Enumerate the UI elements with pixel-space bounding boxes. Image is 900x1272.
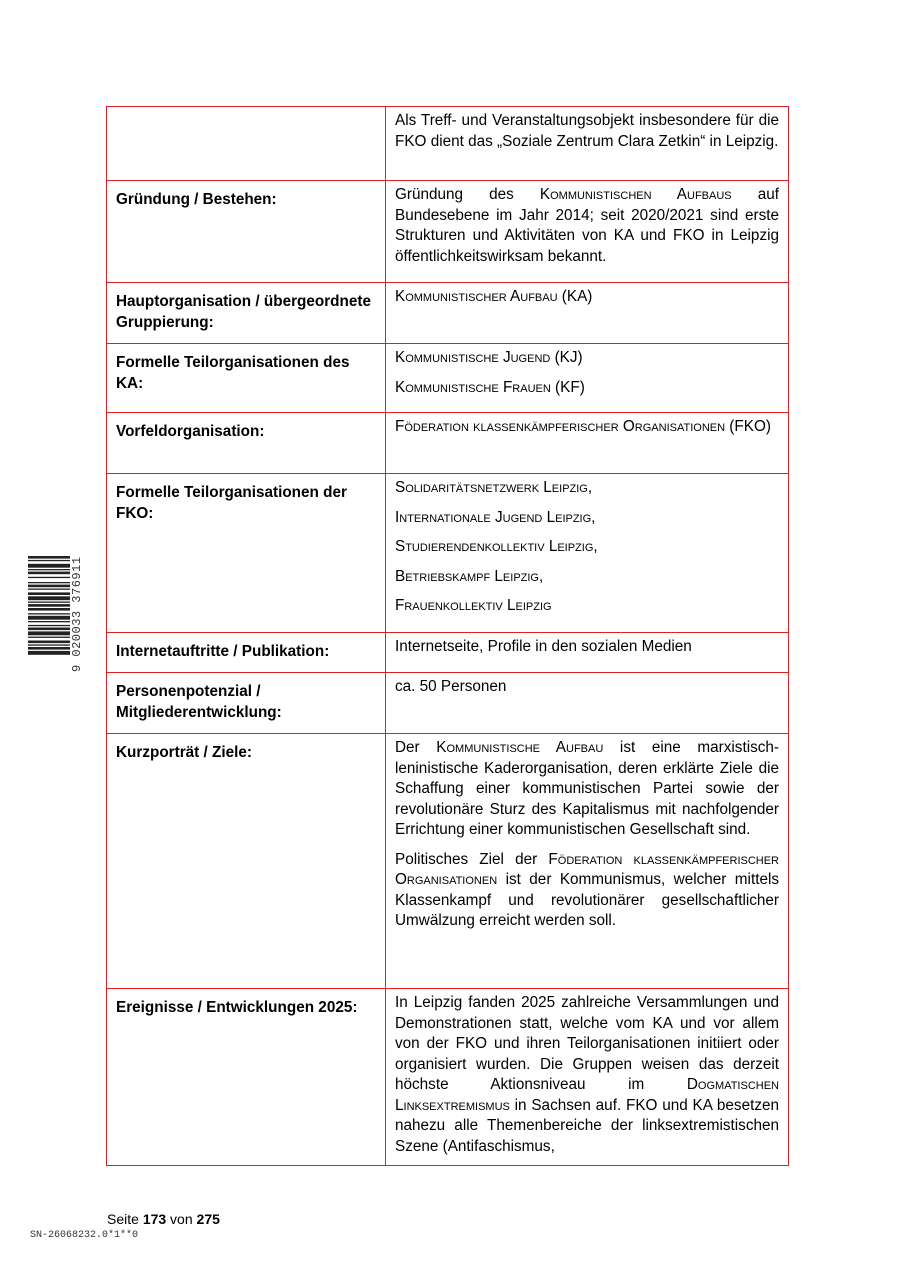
table-row xyxy=(107,181,789,283)
page-footer: Seite 173 von 275 xyxy=(107,1211,220,1227)
row-label: Ereignisse / Entwicklungen 2025: xyxy=(107,989,386,1166)
list-item: Internationale Jugend Leipzig, xyxy=(395,508,596,526)
row-value: Als Treff- und Veranstaltungsobjekt insbesondere für die FKO dient das „Soziale Zentrum Clara Zetkin“ in Leipzig. xyxy=(386,107,789,181)
row-label: Kurzporträt / Ziele: xyxy=(107,734,386,989)
table-row xyxy=(107,107,789,181)
row-label: Internetauftritte / Publikation: xyxy=(107,633,386,673)
list-item: Kommunistische Frauen (KF) xyxy=(395,378,585,396)
row-label: Formelle Teilorganisationen der FKO: xyxy=(107,474,386,633)
row-value: In Leipzig fanden 2025 zahlreiche Versammlungen und Demonstrationen statt, welche vom KA und vor allem von der FKO und ihren Teilorganisationen initiiert oder organisiert wurden. Die Gruppen weisen das derzeit höchste Aktionsniveau im Dogmatischen Linksextremismus in Sachsen auf. FKO und KA besetzen nahezu alle Themenbereiche der linksextremistischen Szene (Antifaschismus, xyxy=(386,989,789,1166)
list-item: Betriebskampf Leipzig, xyxy=(395,567,544,585)
table-row xyxy=(107,633,789,673)
table-row xyxy=(107,673,789,734)
barcode-icon xyxy=(28,556,70,706)
barcode-image xyxy=(28,556,70,706)
row-value xyxy=(386,344,789,413)
list-item: Kommunistische Jugend (KJ) xyxy=(395,349,583,366)
row-label: Personenpotenzial / Mitgliederentwicklung: xyxy=(107,673,386,734)
row-value: ca. 50 Personen xyxy=(386,673,789,734)
row-label: Gründung / Bestehen: xyxy=(107,181,386,283)
paragraph: Der Kommunistische Aufbau ist eine marxistisch-leninistische Kaderorganisation, deren erklärte Ziele die Schaffung einer kommunistischen Partei sowie der revolutionäre Sturz des Kapitalismus mit nachfolgender Errichtung einer kommunistischen Gesellschaft sind. xyxy=(395,739,779,838)
table-row xyxy=(107,474,789,633)
table-row xyxy=(107,989,789,1166)
row-value xyxy=(386,734,789,989)
table-row xyxy=(107,413,789,474)
document-code: SN-26068232.0*1**0 xyxy=(30,1230,139,1241)
row-label: Formelle Teilorganisationen des KA: xyxy=(107,344,386,413)
row-label: Vorfeldorganisation: xyxy=(107,413,386,474)
row-label xyxy=(107,107,386,181)
list-item: Studierendenkollektiv Leipzig, xyxy=(395,538,598,555)
table-row xyxy=(107,283,789,344)
profile-table xyxy=(106,106,789,1166)
list-item: Solidaritätsnetzwerk Leipzig, xyxy=(395,479,593,496)
paragraph: Politisches Ziel der Föderation klassenkämpferischer Organisationen ist der Kommunismus, welcher mittels Klassenkampf und revolutionärer gesellschaftlicher Umwälzung erreicht werden soll. xyxy=(395,850,780,929)
list-item: Frauenkollektiv Leipzig xyxy=(395,597,552,614)
row-value: Föderation klassenkämpferischer Organisationen (FKO) xyxy=(386,413,789,474)
table-row xyxy=(107,734,789,989)
row-value: Gründung des Kommunistischen Aufbaus auf Bundesebene im Jahr 2014; seit 2020/2021 sind erste Strukturen und Aktivitäten von KA und FKO in Leipzig öffentlichkeitswirksam bekannt. xyxy=(386,181,789,283)
row-value xyxy=(386,474,789,633)
row-value: Kommunistischer Aufbau (KA) xyxy=(386,283,789,344)
row-label: Hauptorganisation / übergeordnete Gruppierung: xyxy=(107,283,386,344)
row-value: Internetseite, Profile in den sozialen Medien xyxy=(386,633,789,673)
table-row xyxy=(107,344,789,413)
barcode-number: 9 020033 376911 xyxy=(70,556,84,672)
